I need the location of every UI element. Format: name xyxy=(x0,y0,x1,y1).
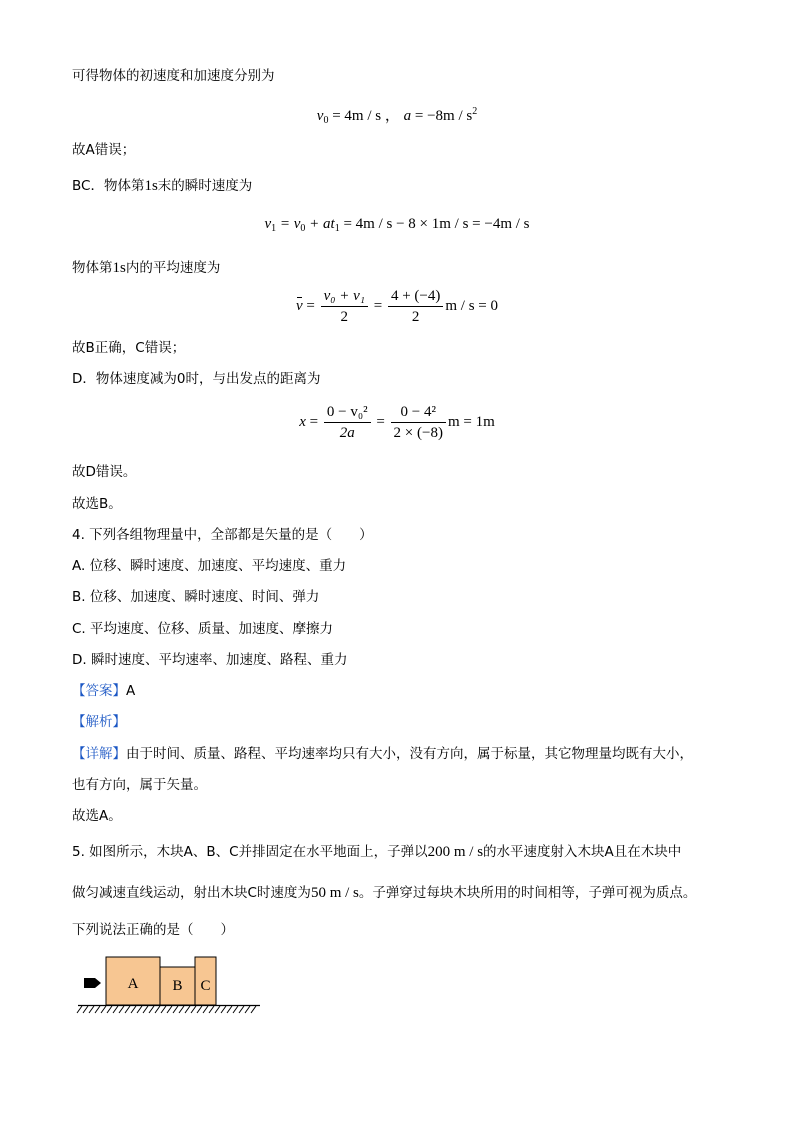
detail-tag: 【详解】 xyxy=(72,746,126,762)
hatch-mark xyxy=(83,1006,88,1013)
text-line: 故A错误； xyxy=(72,142,136,158)
question-5-stem-line-3: 下列说法正确的是（ ） xyxy=(72,922,234,938)
hatch-mark xyxy=(107,1006,112,1013)
question-4-option-c: C. 平均速度、位移、质量、加速度、摩擦力 xyxy=(72,621,334,637)
hatch-mark xyxy=(179,1006,184,1013)
formula-instant-velocity: $v_1 = v_0 + at_1 = 4m / s - 8 \times 1m / s = -4m / s$ xyxy=(264,216,530,234)
hatch-mark xyxy=(251,1006,256,1013)
formula-average-velocity: v = $\frac{\text{v₀ + v₁}}{2}$ = $\frac{4 + (-4)}{2}$ m / s = 0 xyxy=(295,288,499,325)
hatch-mark xyxy=(215,1006,220,1013)
hatch-mark xyxy=(203,1006,208,1013)
text-line: 故选B。 xyxy=(72,496,122,512)
answer-value: A xyxy=(126,683,136,699)
hatch-mark xyxy=(167,1006,172,1013)
text-line: 故D错误。 xyxy=(72,464,137,480)
answer-tag: 【答案】 xyxy=(72,683,126,699)
hatch-mark xyxy=(89,1006,94,1013)
text-line: D．物体速度减为0时，与出发点的距离为 xyxy=(72,371,321,387)
hatch-mark xyxy=(143,1006,148,1013)
text-line: BC．物体第1s末的瞬时速度为 xyxy=(72,178,253,194)
hatch-mark xyxy=(155,1006,160,1013)
hatch-mark xyxy=(77,1006,82,1013)
hatch-mark xyxy=(137,1006,142,1013)
block-b-label: B xyxy=(172,978,183,994)
hatch-mark xyxy=(131,1006,136,1013)
formula-initial-conditions: $v_0 = 4m / s$ ， $a = -8m / s^2$ xyxy=(316,106,478,126)
detail-line-2: 也有方向，属于矢量。 xyxy=(72,777,207,793)
hatch-mark xyxy=(245,1006,250,1013)
hatch-mark xyxy=(149,1006,154,1013)
hatch-mark xyxy=(239,1006,244,1013)
ground-hatching xyxy=(77,1006,256,1013)
hatch-mark xyxy=(125,1006,130,1013)
formula-distance: x = $\frac{\text{0 − v₀²}}{2a}$ = $\frac{\text{0 − 4²}}{2 \times (-8)}$ m = 1m xyxy=(299,404,495,441)
question-4-option-b: B. 位移、加速度、瞬时速度、时间、弹力 xyxy=(72,589,320,605)
answer-line xyxy=(72,681,135,701)
hatch-mark xyxy=(119,1006,124,1013)
analysis-tag: 【解析】 xyxy=(72,714,126,730)
question-4-option-d: D. 瞬时速度、平均速率、加速度、路程、重力 xyxy=(72,652,348,668)
blocks-figure xyxy=(70,950,270,1020)
question-5-stem-line-2: 做匀减速直线运动，射出木块C时速度为50 m / s。子弹穿过每块木块所用的时间相等，子弹可视为质点。 xyxy=(72,885,697,901)
bullet-icon xyxy=(84,978,101,988)
text-line: 物体第1s内的平均速度为 xyxy=(72,260,221,276)
question-4-option-a: A. 位移、瞬时速度、加速度、平均速度、重力 xyxy=(72,558,347,574)
hatch-mark xyxy=(101,1006,106,1013)
text-line: 故B正确，C错误； xyxy=(72,340,186,356)
hatch-mark xyxy=(113,1006,118,1013)
hatch-mark xyxy=(197,1006,202,1013)
hatch-mark xyxy=(185,1006,190,1013)
hatch-mark xyxy=(173,1006,178,1013)
question-4-stem: 4. 下列各组物理量中，全部都是矢量的是（ ） xyxy=(72,527,373,543)
hatch-mark xyxy=(161,1006,166,1013)
hatch-mark xyxy=(227,1006,232,1013)
block-a-label: A xyxy=(127,976,139,992)
text-line: 可得物体的初速度和加速度分别为 xyxy=(72,68,275,84)
hatch-mark xyxy=(191,1006,196,1013)
hatch-mark xyxy=(233,1006,238,1013)
question-5-stem-line-1: 5. 如图所示，木块A、B、C并排固定在水平地面上，子弹以200 m / s的水平速度射入木块A且在木块中 xyxy=(72,844,682,860)
detail-line: 【详解】由于时间、质量、路程、平均速率均只有大小，没有方向，属于标量，其它物理量均既有大小， xyxy=(72,746,693,762)
hatch-mark xyxy=(209,1006,214,1013)
hatch-mark xyxy=(221,1006,226,1013)
block-c-label: C xyxy=(200,978,211,994)
hatch-mark xyxy=(95,1006,100,1013)
question-4-conclusion: 故选A。 xyxy=(72,808,122,824)
